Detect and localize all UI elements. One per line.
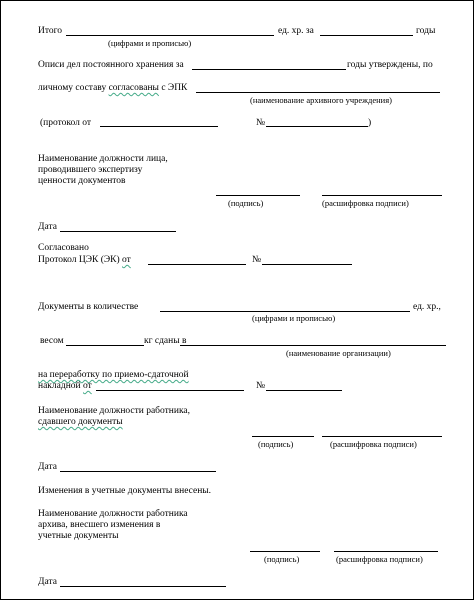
documents-org-field[interactable] xyxy=(180,345,446,346)
date3-field[interactable] xyxy=(60,586,226,587)
handover-signature-field[interactable] xyxy=(252,436,314,437)
inventory-line1-start: Описи дел постоянного хранения за xyxy=(38,60,184,70)
archive-name-field[interactable] xyxy=(196,92,440,93)
inventory-line2-text: личному составу xyxy=(38,83,107,93)
inventory-line2-start xyxy=(38,83,187,94)
documents-kg-label: кг сданы в xyxy=(144,336,187,346)
handover-line1: Наименование должности работника, xyxy=(38,406,191,416)
agreed-protocol-label: Протокол ЦЭК (ЭК) xyxy=(38,255,120,265)
handover-decode-caption: (расшифровка подписи) xyxy=(330,439,417,449)
date1-field[interactable] xyxy=(60,231,176,232)
agreed-ot-label: от xyxy=(122,255,131,265)
date2-label: Дата xyxy=(38,462,57,472)
archive-worker-signature-field[interactable] xyxy=(250,551,320,552)
documents-count-caption: (цифрами и прописью) xyxy=(252,313,336,323)
archive-worker-decode-caption: (расшифровка подписи) xyxy=(336,554,423,564)
documents-count-field[interactable] xyxy=(160,311,410,312)
itogo-count-field[interactable] xyxy=(66,35,274,36)
documents-org-caption: (наименование организации) xyxy=(286,348,391,358)
documents-waybill-line xyxy=(38,381,92,392)
documents-processing-line: на переработку по приемо-сдаточной xyxy=(38,370,189,380)
date1-label: Дата xyxy=(38,222,57,232)
expert-line3: ценности документов xyxy=(38,176,126,186)
documents-count-label: Документы в количестве xyxy=(38,302,139,312)
agreed-protocol-number-field[interactable] xyxy=(262,264,352,265)
inventory-line2-squiggle: согласованы xyxy=(108,83,159,93)
handover-decode-field[interactable] xyxy=(322,436,442,437)
documents-waybill-label: накладной xyxy=(38,381,81,391)
archive-worker-line1: Наименование должности работника xyxy=(38,509,188,519)
inventory-protocol-date-field[interactable] xyxy=(100,126,218,127)
inventory-years-field[interactable] xyxy=(192,69,346,70)
date2-field[interactable] xyxy=(60,471,216,472)
expert-decode-field[interactable] xyxy=(322,195,442,196)
expert-decode-caption: (расшифровка подписи) xyxy=(322,198,409,208)
documents-waybill-ot: от xyxy=(83,381,92,391)
itogo-caption: (цифрами и прописью) xyxy=(108,38,192,48)
date3-label: Дата xyxy=(38,577,57,587)
agreed-protocol-date-field[interactable] xyxy=(148,264,246,265)
expert-line2: проводившего экспертизу xyxy=(38,165,143,175)
inventory-protocol-number-field[interactable] xyxy=(266,126,368,127)
waybill-date-field[interactable] xyxy=(96,390,244,391)
inventory-close-paren: ) xyxy=(368,118,372,128)
archive-worker-decode-field[interactable] xyxy=(334,551,438,552)
expert-signature-field[interactable] xyxy=(216,195,300,196)
agreed-protocol-line xyxy=(38,255,131,266)
itogo-years-field[interactable] xyxy=(320,35,413,36)
archive-worker-line3: учетные документы xyxy=(38,531,119,541)
agreed-label: Согласовано xyxy=(38,243,89,253)
itogo-years-label: годы xyxy=(416,26,436,36)
expert-line1: Наименование должности лица, xyxy=(38,154,168,164)
inventory-number-label: № xyxy=(256,118,266,128)
inventory-line1-end: годы утверждены, по xyxy=(347,60,433,70)
inventory-protocol-label: (протокол от xyxy=(40,118,92,128)
archive-caption: (наименование архивного учреждения) xyxy=(250,95,392,105)
expert-signature-caption: (подпись) xyxy=(228,198,264,208)
documents-weight-label: весом xyxy=(40,336,64,346)
handover-line2: сдавшего документы xyxy=(38,417,123,427)
archive-worker-signature-caption: (подпись) xyxy=(264,554,300,564)
waybill-number-field[interactable] xyxy=(266,390,342,391)
itogo-label: Итого xyxy=(38,26,63,36)
agreed-number-label: № xyxy=(252,255,262,265)
documents-waybill-number-label: № xyxy=(256,381,266,391)
itogo-units: ед. хр. за xyxy=(278,26,314,36)
documents-weight-field[interactable] xyxy=(66,345,144,346)
archive-worker-line2: архива, внесшего изменения в xyxy=(38,520,161,530)
inventory-line2-end: с ЭПК xyxy=(161,83,188,93)
documents-units: ед. хр., xyxy=(413,302,441,312)
changes-text: Изменения в учетные документы внесены. xyxy=(38,486,212,496)
handover-signature-caption: (подпись) xyxy=(258,439,294,449)
